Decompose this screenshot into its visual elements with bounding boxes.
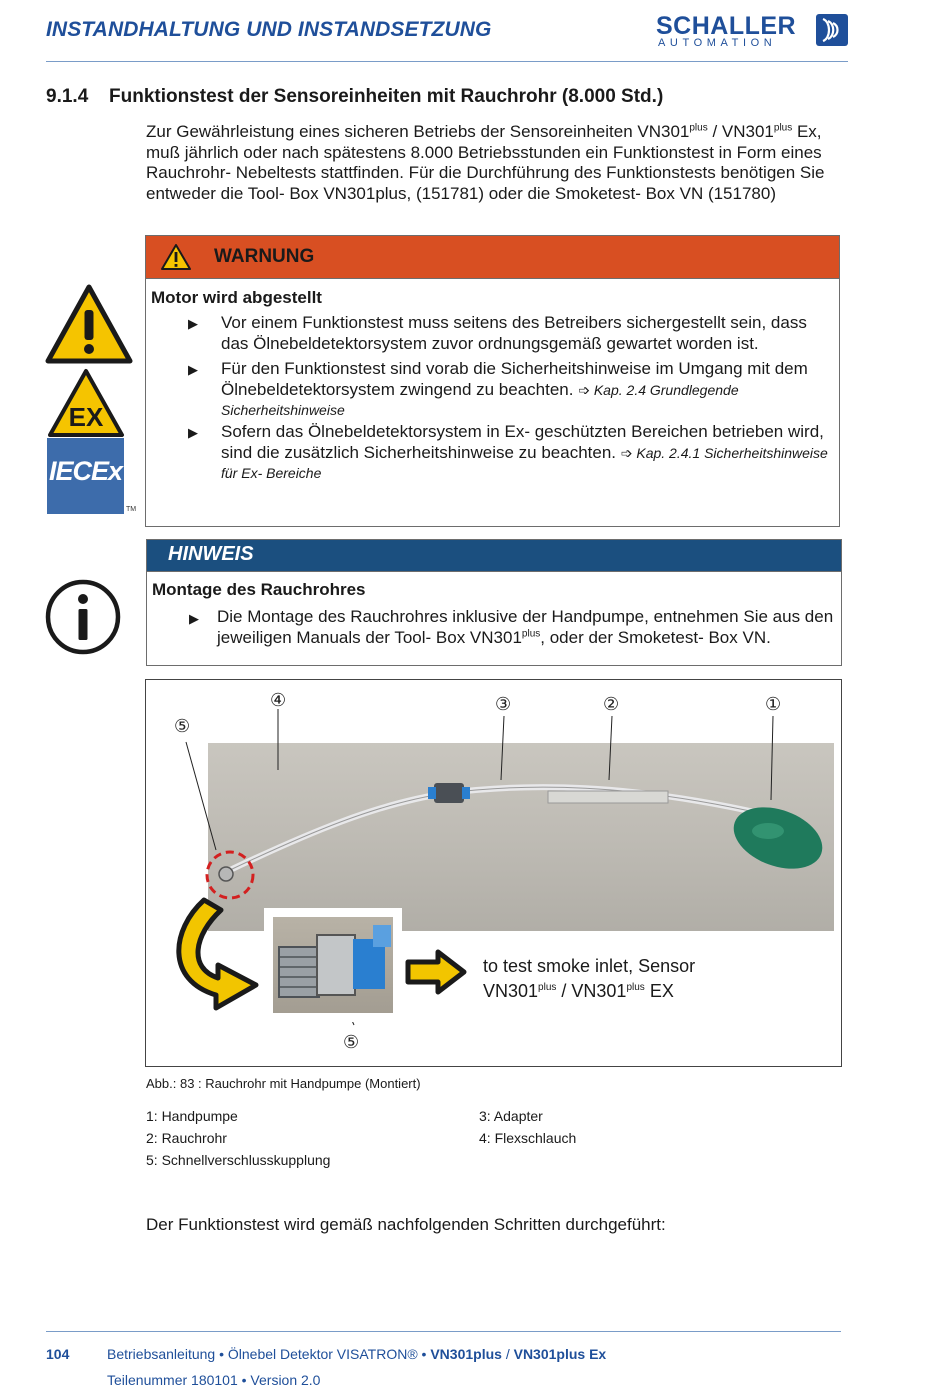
section-number: 9.1.4 [46,86,89,107]
ex-label: EX [68,402,104,432]
callout-1: ① [765,694,782,714]
callout-5: ⑤ [174,716,191,736]
smoke-label-sup-1: plus [538,982,557,993]
footer-separator: / [501,1346,514,1362]
trademark-mark: TM [126,506,137,513]
intro-text-3: Ex, muß jährlich oder nach spätestens 8.000 Betriebsstunden ein Funktionstest in Form eines Rauchrohr- Nebeltests stattfinden. Für die Durchführung des Funktionstests benötigen Sie entweder die Tool- Box VN301plus, (151781) oder die Smoketest- Box VN (151780) [146,122,825,203]
smoke-inlet-label [483,954,695,1004]
section-title: Funktionstest der Sensoreinheiten mit Rauchrohr (8.000 Std.) [109,86,664,107]
warning-bullet-3 [221,422,836,484]
footer-model-1: VN301plus [430,1346,502,1362]
note-bullet-sup: plus [521,627,541,639]
callout-2: ② [603,694,620,714]
note-bullet [217,607,839,648]
smoke-label-sup-2: plus [626,982,645,993]
note-box [146,539,842,666]
logo-wordmark: SCHALLER [656,12,797,40]
warning-label: WARNUNG [214,246,315,267]
smoke-label-line-2 [483,979,695,1004]
section-heading [46,86,663,108]
logo-subline: AUTOMATION [658,37,777,49]
legend-item-5: 5: Schnellverschlusskupplung [146,1152,331,1168]
callout-leaders [146,680,841,1066]
warning-bullet-1-text: Vor einem Funktionstest muss seitens des Betreibers sichergestellt sein, dass das Ölnebeldetektorsystem zuvor ordnungsgemäß gewartet worden ist. [221,313,807,353]
intro-sup-2: plus [773,122,793,134]
warning-bullet-2 [221,359,836,421]
header-divider [46,61,848,62]
bullet-arrow-icon: ▶ [189,611,199,626]
warning-subtitle: Motor wird abgestellt [151,288,322,307]
footer-model-2: VN301plus Ex [513,1346,607,1362]
callout-4: ④ [270,690,287,710]
warning-triangle-icon [160,243,192,276]
smoke-label-part-a: VN301 [483,981,539,1001]
inset-coupling-photo [264,908,402,1022]
intro-paragraph [146,122,846,204]
logo-icon [816,14,848,46]
figure-caption: Abb.: 83 : Rauchrohr mit Handpumpe (Montiert) [146,1076,421,1091]
callout-3: ③ [495,694,512,714]
info-icon [44,578,122,661]
callout-5-inset: ⑤ [343,1032,360,1052]
warning-bullet-2-ref[interactable]: ➩ Kap. 2.4 Grundlegende Sicherheitshinweise [221,381,739,418]
figure-frame [145,679,842,1067]
header-title: INSTANDHALTUNG UND INSTANDSETZUNG [46,18,492,41]
intro-text-2: / VN301 [707,122,774,141]
iecex-logo [47,438,124,514]
note-bullet-text-1: Die Montage des Rauchrohres inklusive der Handpumpe, entnehmen Sie aus den jeweiligen Manuals der Tool- Box VN301 [217,607,834,647]
warning-bullet-2-text: Für den Funktionstest sind vorab die Sicherheitshinweise im Umgang mit dem Ölnebeldetektorsystem zwingend zu beachten. [221,359,808,399]
page-number: 104 [46,1346,70,1362]
warning-bullet-1 [221,313,836,354]
legend-item-2: 2: Rauchrohr [146,1130,227,1146]
footer-part-number: Teilenummer 180101 • Version 2.0 [107,1372,321,1388]
smoke-label-part-b: / VN301 [556,981,627,1001]
smoke-label-part-c: EX [644,981,674,1001]
footer-document-title [107,1346,606,1362]
iecex-label: IECEx [48,456,123,486]
warning-bullet-3-ref[interactable]: ➩ Kap. 2.4.1 Sicherheitshinweise für Ex- Bereiche [221,444,828,481]
footer-divider [46,1331,841,1332]
note-subtitle: Montage des Rauchrohres [152,580,366,599]
legend-item-1: 1: Handpumpe [146,1108,238,1124]
warning-banner [146,236,839,279]
legend-item-3: 3: Adapter [479,1108,543,1124]
bullet-arrow-icon: ▶ [188,425,198,440]
smoke-label-line-1: to test smoke inlet, Sensor [483,956,696,976]
legend-item-4: 4: Flexschlauch [479,1130,577,1146]
bullet-arrow-icon: ▶ [188,316,198,331]
warning-sign-icon [45,284,133,369]
note-banner [147,540,841,572]
warning-bullet-3-text: Sofern das Ölnebeldetektorsystem in Ex- geschützten Bereichen betrieben wird, sind die zusätzlich Sicherheitshinweise zu beachten. [221,422,824,462]
intro-text-1: Zur Gewährleistung eines sicheren Betriebs der Sensoreinheiten VN301 [146,122,690,141]
note-label: HINWEIS [168,543,254,565]
intro-sup-1: plus [689,122,708,134]
note-bullet-text-2: , oder der Smoketest- Box VN. [540,627,771,647]
warning-box [145,235,840,527]
bullet-arrow-icon: ▶ [188,362,198,377]
footer-title-text: Betriebsanleitung • Ölnebel Detektor VISATRON® • [107,1346,431,1362]
ex-hazard-icon [47,368,125,443]
closing-sentence: Der Funktionstest wird gemäß nachfolgenden Schritten durchgeführt: [146,1215,666,1234]
